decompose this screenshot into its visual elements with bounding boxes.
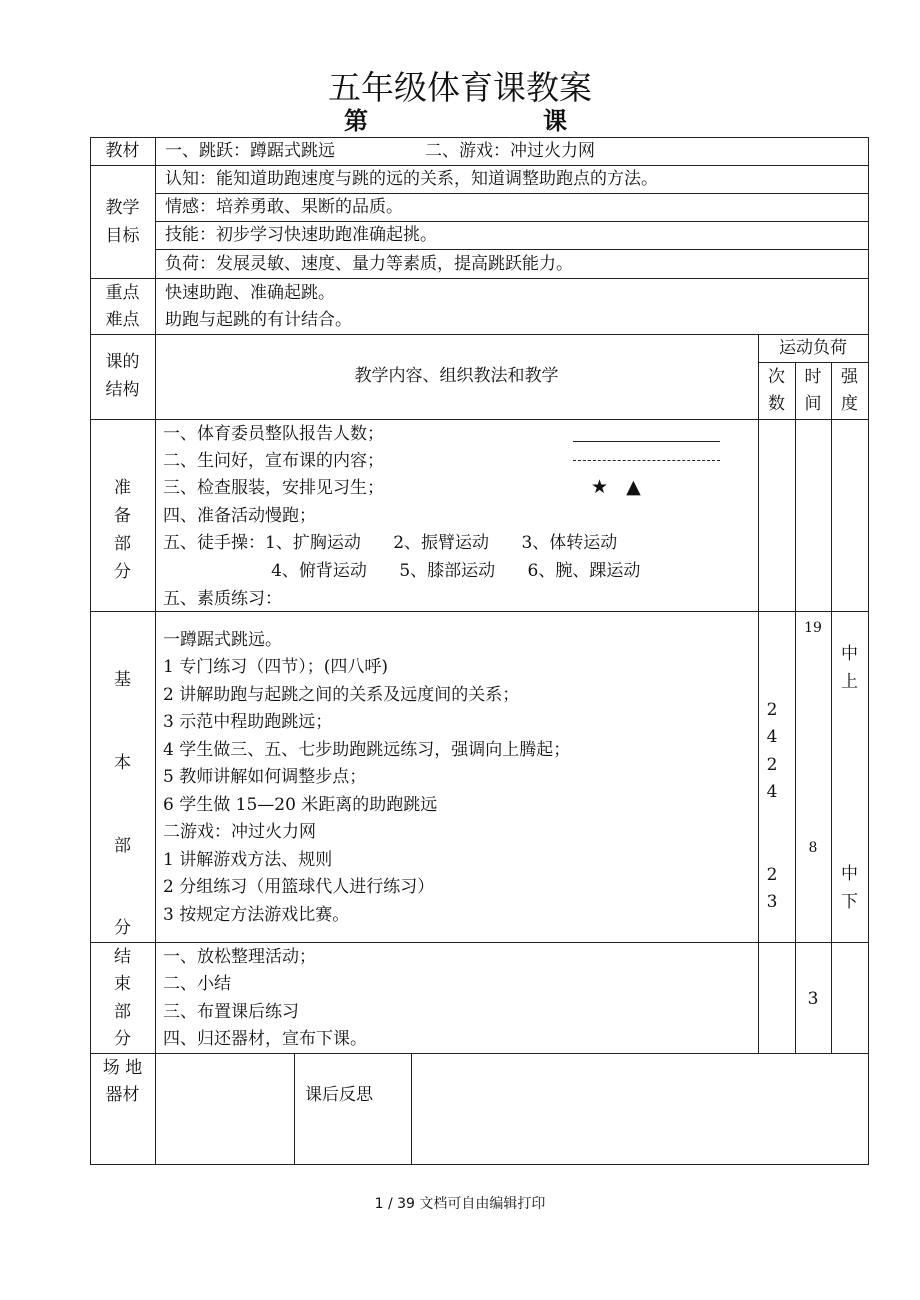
- basic-intensity-4: 下: [841, 892, 858, 912]
- times-header-2: 数: [768, 394, 785, 414]
- goal-load: 负荷：发展灵敏、速度、量力等素质，提高跳跃能力。: [165, 254, 573, 274]
- end-line-4: 四、归还器材，宣布下课。: [163, 1029, 367, 1049]
- basic-line-9: 1 讲解游戏方法、规则: [163, 850, 333, 870]
- intensity-header-1: 强: [841, 367, 858, 387]
- duration-header-1: 时: [804, 367, 822, 387]
- basic-line-11: 3 按规定方法游戏比赛。: [163, 905, 350, 925]
- basic-times-4: 4: [766, 782, 778, 802]
- formation-line-1: [573, 441, 720, 442]
- formation-symbols: ★ ▲: [591, 476, 641, 498]
- basic-intensity-1: 中: [841, 644, 858, 664]
- end-label-2: 束: [114, 974, 131, 994]
- structure-label-line2: 结构: [105, 380, 140, 400]
- basic-times-1: 2: [766, 700, 778, 720]
- venue-label-line1: 场 地: [102, 1058, 143, 1078]
- basic-label-1: 基: [114, 670, 131, 690]
- basic-times-6: 3: [766, 892, 778, 912]
- load-header: 运动负荷: [779, 338, 847, 358]
- end-label-4: 分: [114, 1029, 131, 1049]
- material-item-2: 二、游戏：冲过火力网: [425, 141, 595, 161]
- basic-times-5: 2: [766, 865, 778, 885]
- key-points-label-line2: 难点: [105, 310, 140, 330]
- basic-line-7: 6 学生做 15—20 米距离的助跑跳远: [163, 795, 438, 815]
- basic-line-8: 二游戏：冲过火力网: [163, 822, 316, 842]
- basic-label-3: 部: [114, 836, 131, 856]
- lesson-label-left: 第: [344, 106, 368, 135]
- prep-line-6: 4、俯背运动 5、膝部运动 6、腕、踝运动: [163, 561, 641, 581]
- prep-line-5: 五、徒手操：1、扩胸运动 2、振臂运动 3、体转运动: [163, 533, 618, 553]
- goal-skill: 技能：初步学习快速助跑准确起挑。: [165, 225, 437, 245]
- reflection-label: 课后反思: [305, 1085, 373, 1105]
- prep-label-4: 分: [114, 562, 131, 582]
- duration-header-2: 间: [804, 394, 822, 414]
- basic-line-6: 5 教师讲解如何调整步点；: [163, 767, 367, 787]
- prep-label-3: 部: [114, 534, 131, 554]
- basic-line-10: 2 分组练习（用篮球代人进行练习）: [163, 877, 435, 897]
- end-label-1: 结: [114, 947, 131, 967]
- basic-line-3: 2 讲解助跑与起跳之间的关系及远度间的关系；: [163, 685, 520, 705]
- formation-line-2: [573, 460, 720, 461]
- basic-label-2: 本: [114, 753, 131, 773]
- prep-line-4: 四、准备活动慢跑；: [163, 506, 316, 526]
- difficulty-text: 助跑与起跳的有计结合。: [165, 310, 352, 330]
- prep-line-2: 二、生问好，宣布课的内容；: [163, 451, 384, 471]
- prep-line-7: 五、素质练习：: [163, 589, 282, 609]
- basic-intensity-3: 中: [841, 864, 858, 884]
- basic-intensity-2: 上: [841, 672, 858, 692]
- intensity-header-2: 度: [841, 394, 858, 414]
- basic-duration-2: 8: [808, 840, 818, 856]
- basic-times-3: 2: [766, 755, 778, 775]
- basic-line-1: 一蹲踞式跳远。: [163, 630, 282, 650]
- key-point-text: 快速助跑、准确起跳。: [165, 283, 335, 303]
- goal-emotion: 情感：培养勇敢、果断的品质。: [165, 197, 403, 217]
- page-footer: 1 / 39 文档可自由编辑打印: [374, 1196, 546, 1212]
- lesson-label-right: 课: [543, 106, 567, 135]
- basic-times-2: 4: [766, 727, 778, 747]
- end-line-2: 二、小结: [163, 974, 231, 994]
- material-label: 教材: [105, 141, 140, 161]
- times-header-1: 次: [768, 367, 785, 387]
- prep-label-2: 备: [114, 506, 131, 526]
- end-line-1: 一、放松整理活动；: [163, 947, 316, 967]
- basic-duration-1: 19: [804, 620, 822, 636]
- content-header: 教学内容、组织教法和教学: [354, 366, 559, 386]
- page-title: 五年级体育课教案: [328, 68, 592, 107]
- prep-label-1: 准: [114, 478, 131, 498]
- goal-cognition: 认知：能知道助跑速度与跳的远的关系，知道调整助跑点的方法。: [165, 169, 658, 189]
- material-item-1: 一、跳跃：蹲踞式跳远: [165, 141, 335, 161]
- basic-label-4: 分: [114, 918, 131, 938]
- basic-line-5: 4 学生做三、五、七步助跑跳远练习，强调向上腾起；: [163, 740, 571, 760]
- goals-label-line2: 目标: [105, 226, 140, 246]
- structure-label-line1: 课的: [105, 352, 140, 372]
- key-points-label-line1: 重点: [105, 283, 140, 303]
- prep-line-3: 三、检查服装，安排见习生；: [163, 478, 384, 498]
- end-label-3: 部: [114, 1002, 131, 1022]
- basic-line-2: 1 专门练习（四节）；(四八呼): [163, 657, 388, 677]
- goals-label-line1: 教学: [105, 198, 140, 218]
- end-line-3: 三、布置课后练习: [163, 1002, 299, 1022]
- basic-line-4: 3 示范中程助跑跳远；: [163, 712, 333, 732]
- end-duration: 3: [807, 989, 819, 1009]
- prep-line-1: 一、体育委员整队报告人数；: [163, 424, 384, 444]
- venue-label-line2: 器材: [105, 1085, 140, 1105]
